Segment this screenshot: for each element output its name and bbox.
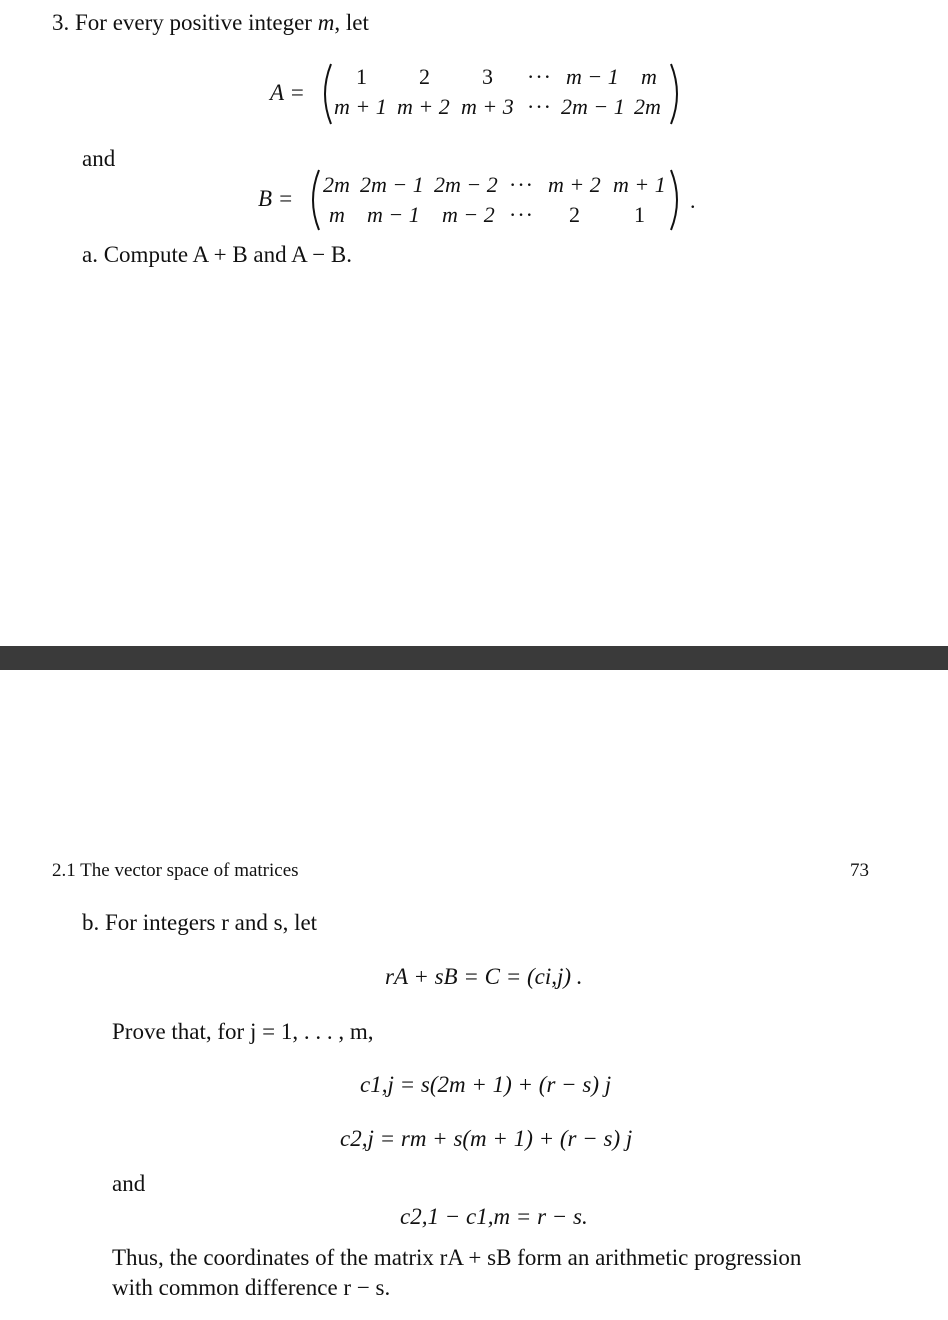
matrix-a-r2c2: m + 2 <box>397 94 450 119</box>
and-connector-1: and <box>82 146 116 171</box>
matrix-a-r1c6: m <box>641 64 657 89</box>
matrix-b-label: B = <box>258 186 294 211</box>
running-header-section: 2.1 The vector space of matrices <box>52 860 299 881</box>
intro-suffix: , let <box>334 10 369 35</box>
intro-var: m <box>317 10 335 35</box>
matrix-a-label: A = <box>270 80 305 105</box>
matrix-b-r2c2: m − 1 <box>367 202 420 227</box>
matrix-b-r1c4: ··· <box>509 172 534 197</box>
problem-intro <box>52 10 369 36</box>
page-divider <box>0 646 948 670</box>
part-a-question: a. Compute A + B and A − B. <box>82 242 353 267</box>
matrix-b-r2c4: ··· <box>509 202 534 227</box>
matrix-a-r1c3: 3 <box>482 64 493 89</box>
matrix-a-r2c6: 2m <box>634 94 661 119</box>
matrix-b-r1c5: m + 2 <box>548 172 601 197</box>
matrix-a-r1c4: ··· <box>527 64 552 89</box>
matrix-a-left-paren <box>318 62 334 126</box>
equation-c2j: c2,j = rm + s(m + 1) + (r − s) j <box>340 1126 633 1151</box>
equation-definition-c: rA + sB = C = (ci,j) . <box>385 964 583 989</box>
prove-statement: Prove that, for j = 1, . . . , m, <box>112 1019 374 1044</box>
matrix-a-r1c2: 2 <box>419 64 430 89</box>
conclusion-line-2: with common difference r − s. <box>112 1275 391 1300</box>
part-b-intro: b. For integers r and s, let <box>82 910 318 935</box>
matrix-b-r2c6: 1 <box>634 202 645 227</box>
intro-prefix: 3. For every positive integer <box>52 10 318 35</box>
conclusion-line-1: Thus, the coordinates of the matrix rA + sB form an arithmetic progression <box>112 1245 802 1270</box>
matrix-b-r2c5: 2 <box>569 202 580 227</box>
matrix-b-right-paren <box>668 168 684 232</box>
matrix-a-r2c1: m + 1 <box>334 94 387 119</box>
and-connector-2: and <box>112 1171 146 1196</box>
equation-c1j: c1,j = s(2m + 1) + (r − s) j <box>360 1072 612 1097</box>
matrix-b-r1c1: 2m <box>323 172 350 197</box>
matrix-b-period: . <box>690 188 696 213</box>
matrix-b-r1c6: m + 1 <box>613 172 666 197</box>
matrix-a-r2c4: ··· <box>527 94 552 119</box>
matrix-a-r1c1: 1 <box>356 64 367 89</box>
matrix-a-r2c5: 2m − 1 <box>561 94 625 119</box>
equation-difference: c2,1 − c1,m = r − s. <box>400 1204 588 1229</box>
page-number: 73 <box>850 860 869 881</box>
matrix-a-r2c3: m + 3 <box>461 94 514 119</box>
matrix-a-right-paren <box>668 62 684 126</box>
matrix-a-r1c5: m − 1 <box>566 64 619 89</box>
matrix-b-r1c3: 2m − 2 <box>434 172 498 197</box>
matrix-b-left-paren <box>306 168 322 232</box>
matrix-b-r2c1: m <box>329 202 345 227</box>
matrix-b-r1c2: 2m − 1 <box>360 172 424 197</box>
matrix-b-r2c3: m − 2 <box>442 202 495 227</box>
